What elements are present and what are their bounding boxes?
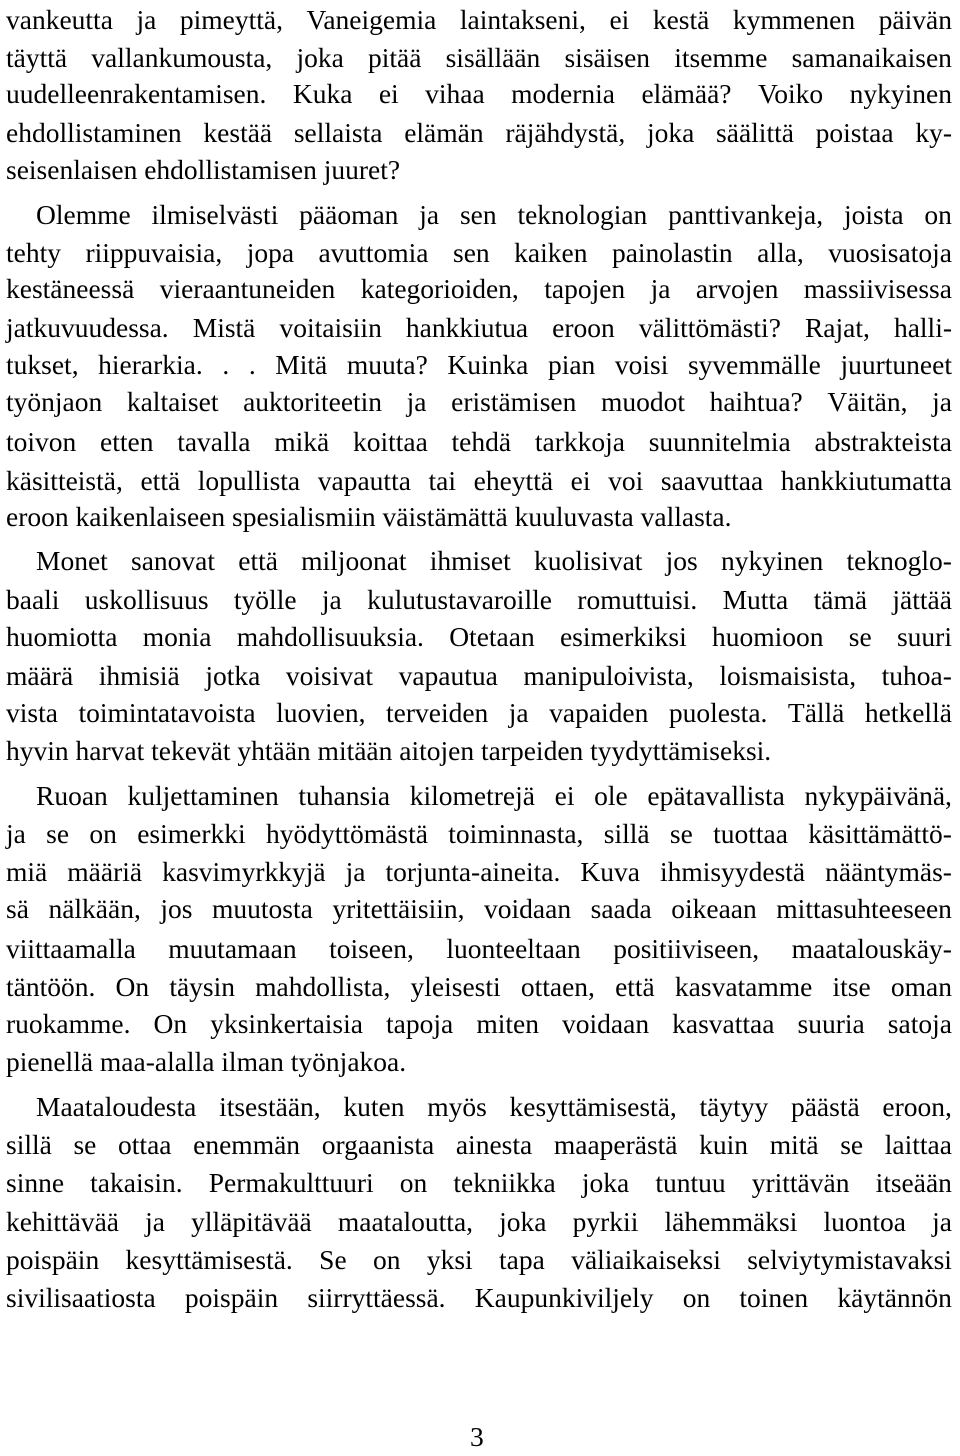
text-line: kestäneessä vieraantuneiden kategorioiden, tapojen ja arvojen massiivisessa xyxy=(6,273,952,304)
text-line: huomiotta monia mahdollisuuksia. Otetaan esimerkiksi huomioon se suuri xyxy=(6,621,952,652)
text-line: vista toimintatavoista luovien, terveiden ja vapaiden puolesta. Tällä hetkellä xyxy=(6,697,952,728)
text-line: ja se on esimerkki hyödyttömästä toiminnasta, sillä se tuottaa käsittämättö- xyxy=(6,818,952,849)
text-line: käsitteistä, että lopullista vapautta tai eheyttä ei voi saavuttaa hankkiutumatta xyxy=(6,465,952,496)
text-line: jatkuvuudessa. Mistä voitaisiin hankkiutua eroon välittömästi? Rajat, halli- xyxy=(6,312,952,343)
text-line: sä nälkään, jos muutosta yritettäisiin, voidaan saada oikeaan mittasuhteeseen xyxy=(6,893,952,924)
text-line: ruokamme. On yksinkertaisia tapoja miten voidaan kasvattaa suuria satoja xyxy=(6,1008,952,1039)
page-number: 3 xyxy=(470,1421,484,1452)
text-line: Maataloudesta itsestään, kuten myös kesyttämisestä, täytyy päästä eroon, xyxy=(36,1091,952,1122)
text-line: hyvin harvat tekevät yhtään mitään aitojen tarpeiden tyydyttämiseksi. xyxy=(6,735,772,766)
text-line: määrä ihmisiä jotka voisivat vapautua manipuloivista, loismaisista, tuhoa- xyxy=(6,660,952,691)
text-line: toivon etten tavalla mikä koittaa tehdä tarkkoja suunnitelmia abstrakteista xyxy=(6,426,952,457)
text-line: pienellä maa-alalla ilman työnjakoa. xyxy=(6,1046,407,1077)
text-line: sillä se ottaa enemmän orgaanista ainesta maaperästä kuin mitä se laittaa xyxy=(6,1129,952,1160)
text-line: ehdollistaminen kestää sellaista elämän räjähdystä, joka säälittä poistaa ky- xyxy=(6,117,952,148)
text-line: viittaamalla muutamaan toiseen, luonteeltaan positiiviseen, maatalouskäy- xyxy=(6,933,952,964)
text-line: seisenlaisen ehdollistamisen juuret? xyxy=(6,154,401,185)
text-line: työnjaon kaltaiset auktoriteetin ja eristämisen muodot haihtua? Väitän, ja xyxy=(6,386,952,417)
text-line: uudelleenrakentamisen. Kuka ei vihaa modernia elämää? Voiko nykyinen xyxy=(6,78,952,109)
text-line: poispäin kesyttämisestä. Se on yksi tapa väliaikaiseksi selviytymistavaksi xyxy=(6,1244,952,1275)
document-page xyxy=(6,0,954,1452)
text-line: Monet sanovat että miljoonat ihmiset kuolisivat jos nykyinen teknoglo- xyxy=(36,545,952,576)
text-line: baali uskollisuus työlle ja kulutustavaroille romuttuisi. Mutta tämä jättää xyxy=(6,584,952,615)
text-line: tukset, hierarkia. . . Mitä muuta? Kuinka pian voisi syvemmälle juurtuneet xyxy=(6,349,952,380)
text-line: Ruoan kuljettaminen tuhansia kilometrejä ei ole epätavallista nykypäivänä, xyxy=(36,780,952,811)
text-line: eroon kaikenlaiseen spesialismiin väistämättä kuuluvasta vallasta. xyxy=(6,501,732,532)
text-line: vankeutta ja pimeyttä, Vaneigemia laintakseni, ei kestä kymmenen päivän xyxy=(6,4,952,35)
text-line: miä määriä kasvimyrkkyjä ja torjunta-aineita. Kuva ihmisyydestä nääntymäs- xyxy=(6,856,952,887)
text-line: täyttä vallankumousta, joka pitää sisällään sisäisen itsemme samanaikaisen xyxy=(6,42,952,73)
text-line: kehittävää ja ylläpitävää maataloutta, joka pyrkii lähemmäksi luontoa ja xyxy=(6,1206,952,1237)
text-line: täntöön. On täysin mahdollista, yleisesti ottaen, että kasvatamme itse oman xyxy=(6,971,952,1002)
text-line: Olemme ilmiselvästi pääoman ja sen teknologian panttivankeja, joista on xyxy=(36,199,952,230)
text-line: tehty riippuvaisia, jopa avuttomia sen kaiken painolastin alla, vuosisatoja xyxy=(6,237,952,268)
text-line: sinne takaisin. Permakulttuuri on tekniikka joka tuntuu yrittävän itseään xyxy=(6,1167,952,1198)
text-line: sivilisaatiosta poispäin siirryttäessä. Kaupunkiviljely on toinen käytännön xyxy=(6,1282,952,1313)
